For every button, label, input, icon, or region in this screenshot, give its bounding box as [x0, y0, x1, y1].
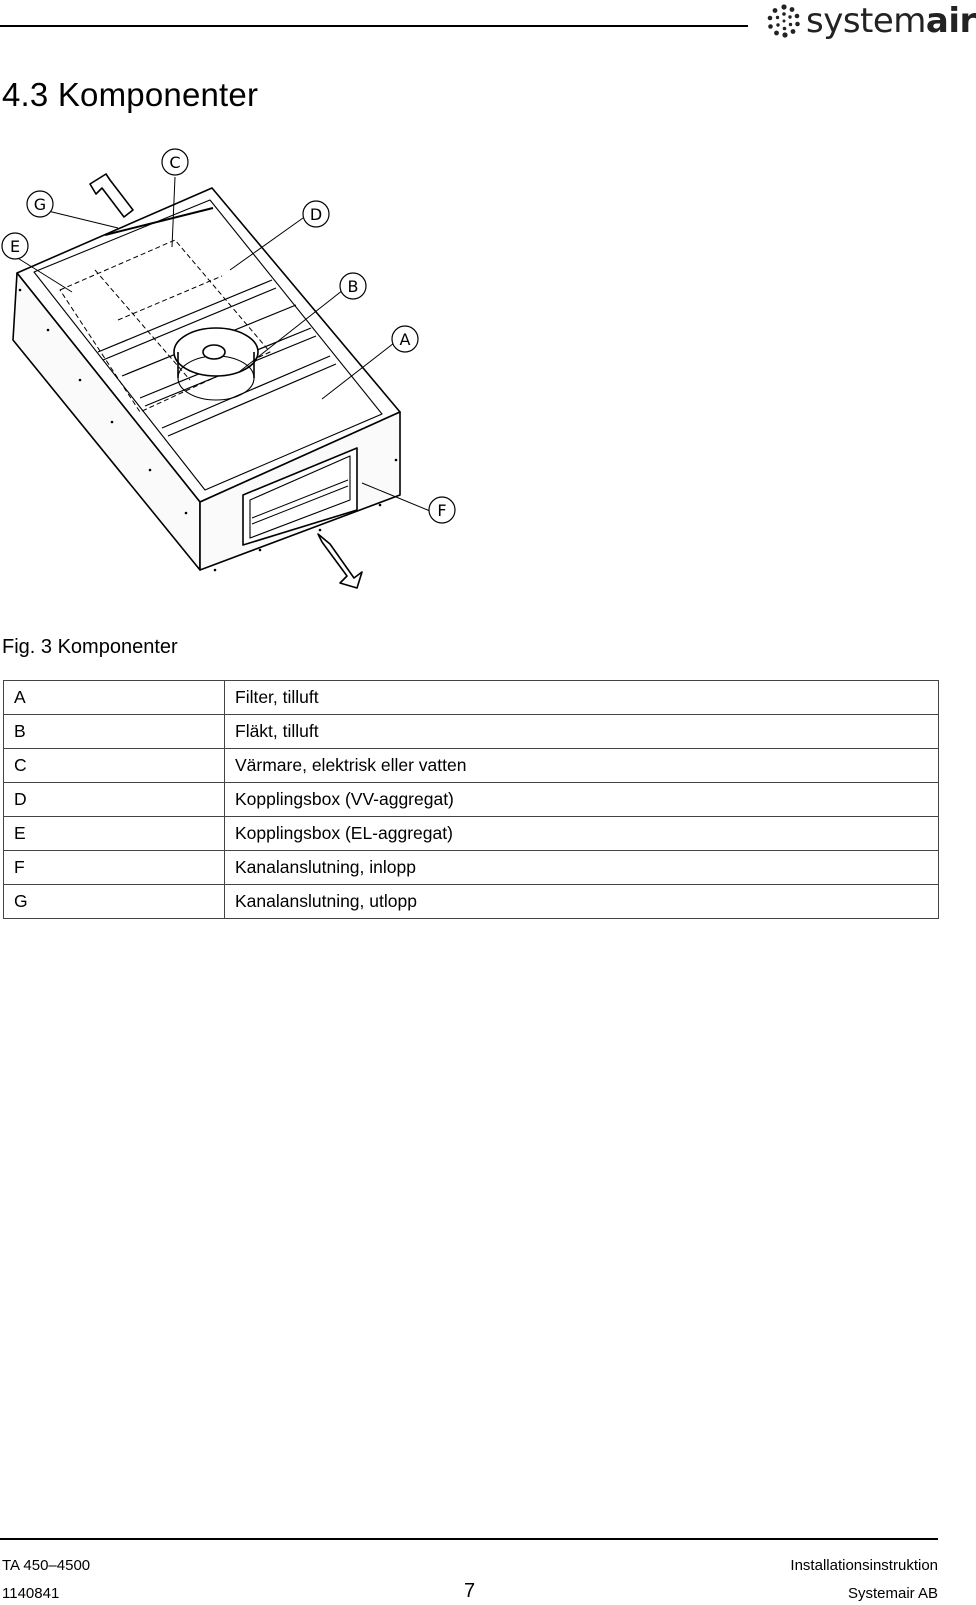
callout-f: F	[437, 501, 447, 520]
callout-d: D	[309, 205, 323, 224]
footer-page-number: 7	[464, 1580, 476, 1602]
table-row	[4, 783, 939, 817]
exhaust-arrow-icon	[90, 174, 133, 217]
component-description: Kopplingsbox (VV-aggregat)	[225, 783, 939, 817]
footer-rule	[0, 1538, 938, 1540]
header-rule	[0, 25, 748, 27]
table-row	[4, 749, 939, 783]
systemair-dot-logo-icon	[766, 3, 802, 39]
table-row	[4, 715, 939, 749]
component-description: Fläkt, tilluft	[225, 715, 939, 749]
component-key: B	[4, 715, 225, 749]
unit-left-side	[13, 273, 200, 570]
component-key: C	[4, 749, 225, 783]
component-description: Kanalanslutning, inlopp	[225, 851, 939, 885]
systemair-logo	[766, 0, 976, 42]
footer-document-name: TA 450–4500	[2, 1557, 91, 1574]
page-title: 4.3 Komponenter	[2, 76, 259, 113]
callout-g: G	[33, 195, 47, 214]
table-row	[4, 851, 939, 885]
component-key: F	[4, 851, 225, 885]
figure-caption: Fig. 3 Komponenter	[2, 636, 178, 658]
components-table	[3, 680, 939, 919]
table-row	[4, 681, 939, 715]
component-key: G	[4, 885, 225, 919]
component-description: Kanalanslutning, utlopp	[225, 885, 939, 919]
component-description: Kopplingsbox (EL-aggregat)	[225, 817, 939, 851]
supply-arrow-icon	[318, 534, 362, 588]
callout-a: A	[399, 330, 411, 349]
footer-document-number: 1140841	[2, 1585, 60, 1602]
component-key: D	[4, 783, 225, 817]
components-figure	[0, 140, 480, 600]
footer-document-type: Installationsinstruktion	[790, 1557, 938, 1574]
component-description: Filter, tilluft	[225, 681, 939, 715]
table-row	[4, 885, 939, 919]
table-row	[4, 817, 939, 851]
component-key: A	[4, 681, 225, 715]
callout-e: E	[9, 237, 21, 256]
component-description: Värmare, elektrisk eller vatten	[225, 749, 939, 783]
component-key: E	[4, 817, 225, 851]
footer-company: Systemair AB	[847, 1585, 938, 1602]
callout-b: B	[347, 277, 359, 296]
callout-c: C	[169, 153, 181, 172]
logo-wordmark-bold: air	[925, 1, 976, 41]
logo-wordmark	[806, 1, 976, 41]
logo-wordmark-plain: system	[806, 1, 926, 41]
